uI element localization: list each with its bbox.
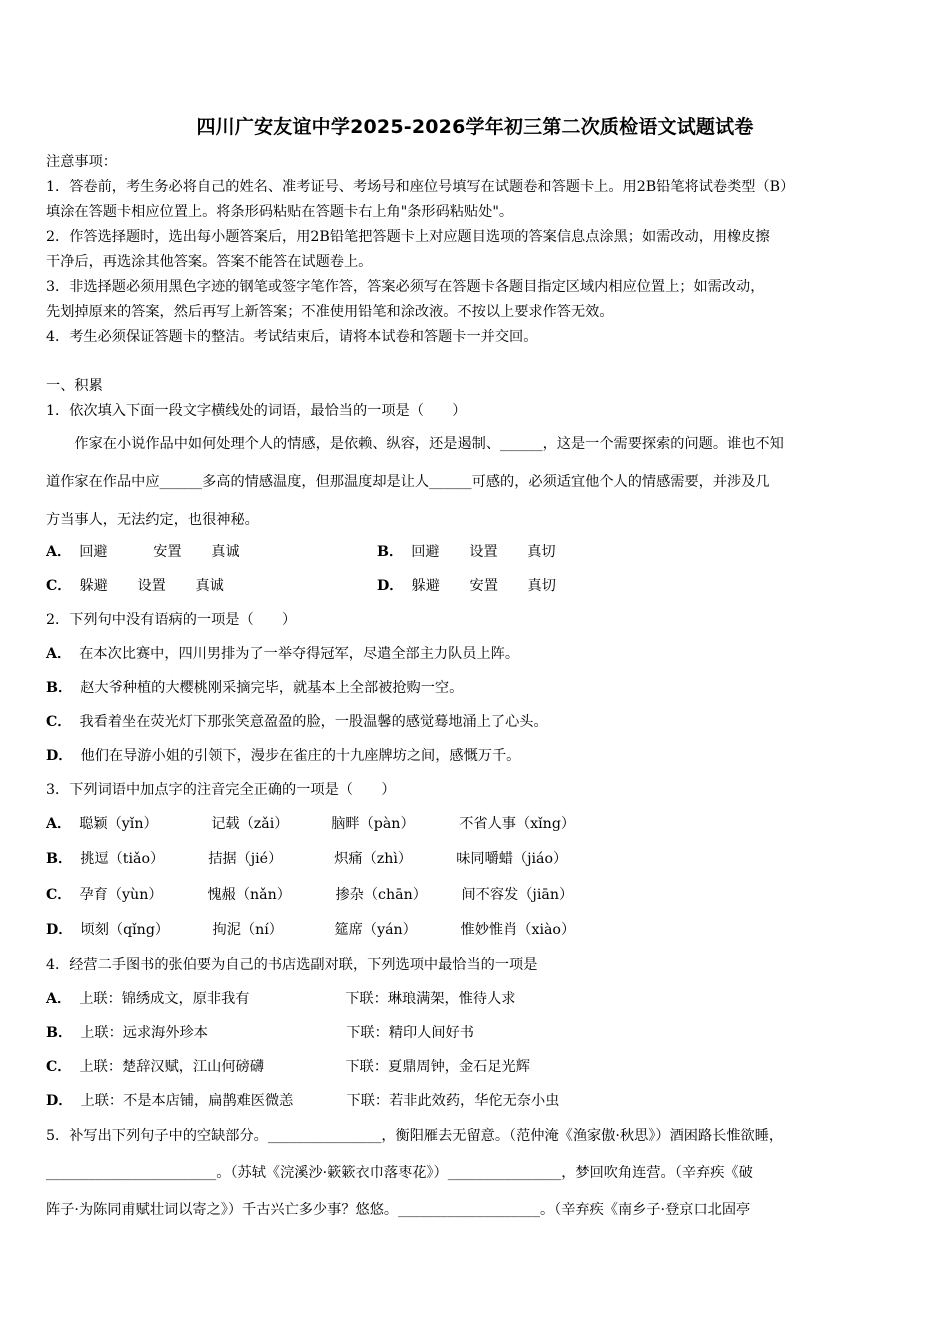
option-word: 筵席（yán） [334,922,417,938]
option-a [46,542,240,562]
option-b [46,1023,474,1043]
option-a [46,989,515,1009]
couplet-lower: 下联：琳琅满架，惟待人求 [345,991,516,1007]
option-word: 孕育（yùn） [79,887,163,903]
option-text: 他们在导游小姐的引领下，漫步在雀庄的十九座牌坊之间，感慨万千。 [80,748,521,764]
option-word: 掺杂（chān） [335,887,427,903]
option-word: 间不容发（jiān） [461,887,574,903]
couplet-upper: 上联：不是本店铺，扁鹊难医微恙 [80,1093,294,1109]
option-word: 真切 [527,544,556,560]
option-label: A． [46,991,72,1007]
option-word: 不省人事（xǐng） [459,816,576,832]
option-word: 惟妙惟肖（xiào） [460,922,576,938]
notice-heading: 注意事项： [46,154,117,170]
option-c [46,885,573,905]
option-text: 赵大爷种植的大樱桃刚采摘完毕，就基本上全部被抢购一空。 [80,680,464,696]
option-label: C． [46,887,72,903]
option-label: A． [46,544,72,560]
option-word: 拘泥（ní） [212,922,283,938]
option-word: 脑畔（pàn） [331,816,415,832]
option-label: D． [46,748,73,764]
option-word: 顷刻（qǐng） [80,922,170,938]
option-word: 躲避 [79,578,108,594]
option-word: 安置 [469,578,498,594]
option-label: D． [46,922,73,938]
option-word: 愧赧（nǎn） [207,887,291,903]
couplet-upper: 上联：楚辞汉赋，江山何磅礴 [79,1059,264,1075]
option-text: 我看着坐在荧光灯下那张笑意盈盈的脸，一股温馨的感觉蓦地涌上了心头。 [79,714,548,730]
option-word: 真诚 [195,578,224,594]
question-line: 阵子·为陈同甫赋壮词以寄之》）千古兴亡多少事？悠悠。____________________。（辛弃疾《南乡子·登京口北固亭 [46,1202,751,1218]
notice-line: 先划掉原来的答案，然后再写上新答案；不准使用铅笔和涂改液。不按以上要求作答无效。 [46,304,614,320]
option-word: 挑逗（tiǎo） [80,851,165,867]
notice-line: 干净后，再选涂其他答案。答案不能答在试题卷上。 [46,254,373,270]
option-label: D． [377,578,404,594]
option-label: A． [46,646,72,662]
question-line: ________________________。（苏轼《浣溪沙·簌簌衣巾落枣花》）________________，梦回吹角连营。（辛弃疾《破 [46,1165,753,1181]
option-a [46,814,575,834]
passage-line: 道作家在作品中应______多高的情感温度，但那温度却是让人______可感的，必须适宜他个人的情感需要，并涉及几 [46,474,770,490]
section-heading: 一、积累 [46,378,103,394]
passage-line: 方当事人，无法约定，也很神秘。 [46,512,259,528]
option-label: A． [46,816,72,832]
option-b [46,849,567,869]
option-word: 回避 [411,544,440,560]
page-title: 四川广安友谊中学2025-2026学年初三第二次质检语文试题试卷 [196,116,754,138]
option-word: 炽痛（zhì） [334,851,413,867]
option-c [46,712,548,732]
option-b [377,542,556,562]
option-word: 设置 [137,578,166,594]
option-word: 真诚 [211,544,240,560]
option-label: B． [46,1025,73,1041]
option-word: 安置 [153,544,182,560]
notice-line: 2．作答选择题时，选出每小题答案后，用2B铅笔把答题卡上对应题目选项的答案信息点涂黑；如需改动，用橡皮擦 [46,229,770,245]
option-d [46,1091,559,1111]
option-d [46,746,520,766]
option-text: 在本次比赛中，四川男排为了一举夺得冠军，尽遣全部主力队员上阵。 [79,646,520,662]
option-c [46,576,224,596]
notice-line: 填涂在答题卡相应位置上。将条形码粘贴在答题卡右上角"条形码粘贴处"。 [46,204,514,220]
option-label: C． [46,1059,72,1075]
option-label: B． [377,544,404,560]
option-word: 回避 [79,544,108,560]
option-label: B． [46,680,73,696]
passage-line: 作家在小说作品中如何处理个人的情感，是依赖、纵容，还是遏制、______，这是一个需要探索的问题。谁也不知 [46,436,784,452]
option-label: C． [46,714,72,730]
notice-line: 3．非选择题必须用黑色字迹的钢笔或签字笔作答，答案必须写在答题卡各题目指定区域内相应位置上；如需改动， [46,279,765,295]
option-word: 味同嚼蜡（jiáo） [456,851,568,867]
couplet-upper: 上联：锦绣成文，原非我有 [79,991,250,1007]
option-label: D． [46,1093,73,1109]
couplet-lower: 下联：夏鼎周钟，金石足光辉 [345,1059,530,1075]
option-label: C． [46,578,72,594]
notice-line: 1．答卷前，考生务必将自己的姓名、准考证号、考场号和座位号填写在试题卷和答题卡上。用2B铅笔将试卷类型（B） [46,179,795,195]
option-d [377,576,556,596]
option-word: 拮据（jié） [208,851,283,867]
question-stem: 5．补写出下列句子中的空缺部分。________________，衡阳雁去无留意。（范仲淹《渔家傲·秋思》）酒困路长惟欲睡， [46,1128,784,1144]
couplet-upper: 上联：远求海外珍本 [80,1025,208,1041]
option-a [46,644,519,664]
couplet-lower: 下联：若非此效药，华佗无奈小虫 [346,1093,560,1109]
couplet-lower: 下联：精印人间好书 [346,1025,474,1041]
question-stem: 3．下列词语中加点字的注音完全正确的一项是（ ） [46,782,396,798]
option-word: 聪颖（yǐn） [79,816,158,832]
question-stem: 1．依次填入下面一段文字横线处的词语，最恰当的一项是（ ） [46,403,467,419]
option-word: 设置 [469,544,498,560]
question-stem: 4．经营二手图书的张伯要为自己的书店选副对联，下列选项中最恰当的一项是 [46,957,538,973]
question-stem: 2．下列句中没有语病的一项是（ ） [46,612,297,628]
option-d [46,920,575,940]
option-word: 记载（zǎi） [211,816,289,832]
notice-line: 4．考生必须保证答题卡的整洁。考试结束后，请将本试卷和答题卡一并交回。 [46,329,538,345]
option-word: 躲避 [411,578,440,594]
option-label: B． [46,851,73,867]
option-b [46,678,463,698]
option-c [46,1057,530,1077]
option-word: 真切 [527,578,556,594]
